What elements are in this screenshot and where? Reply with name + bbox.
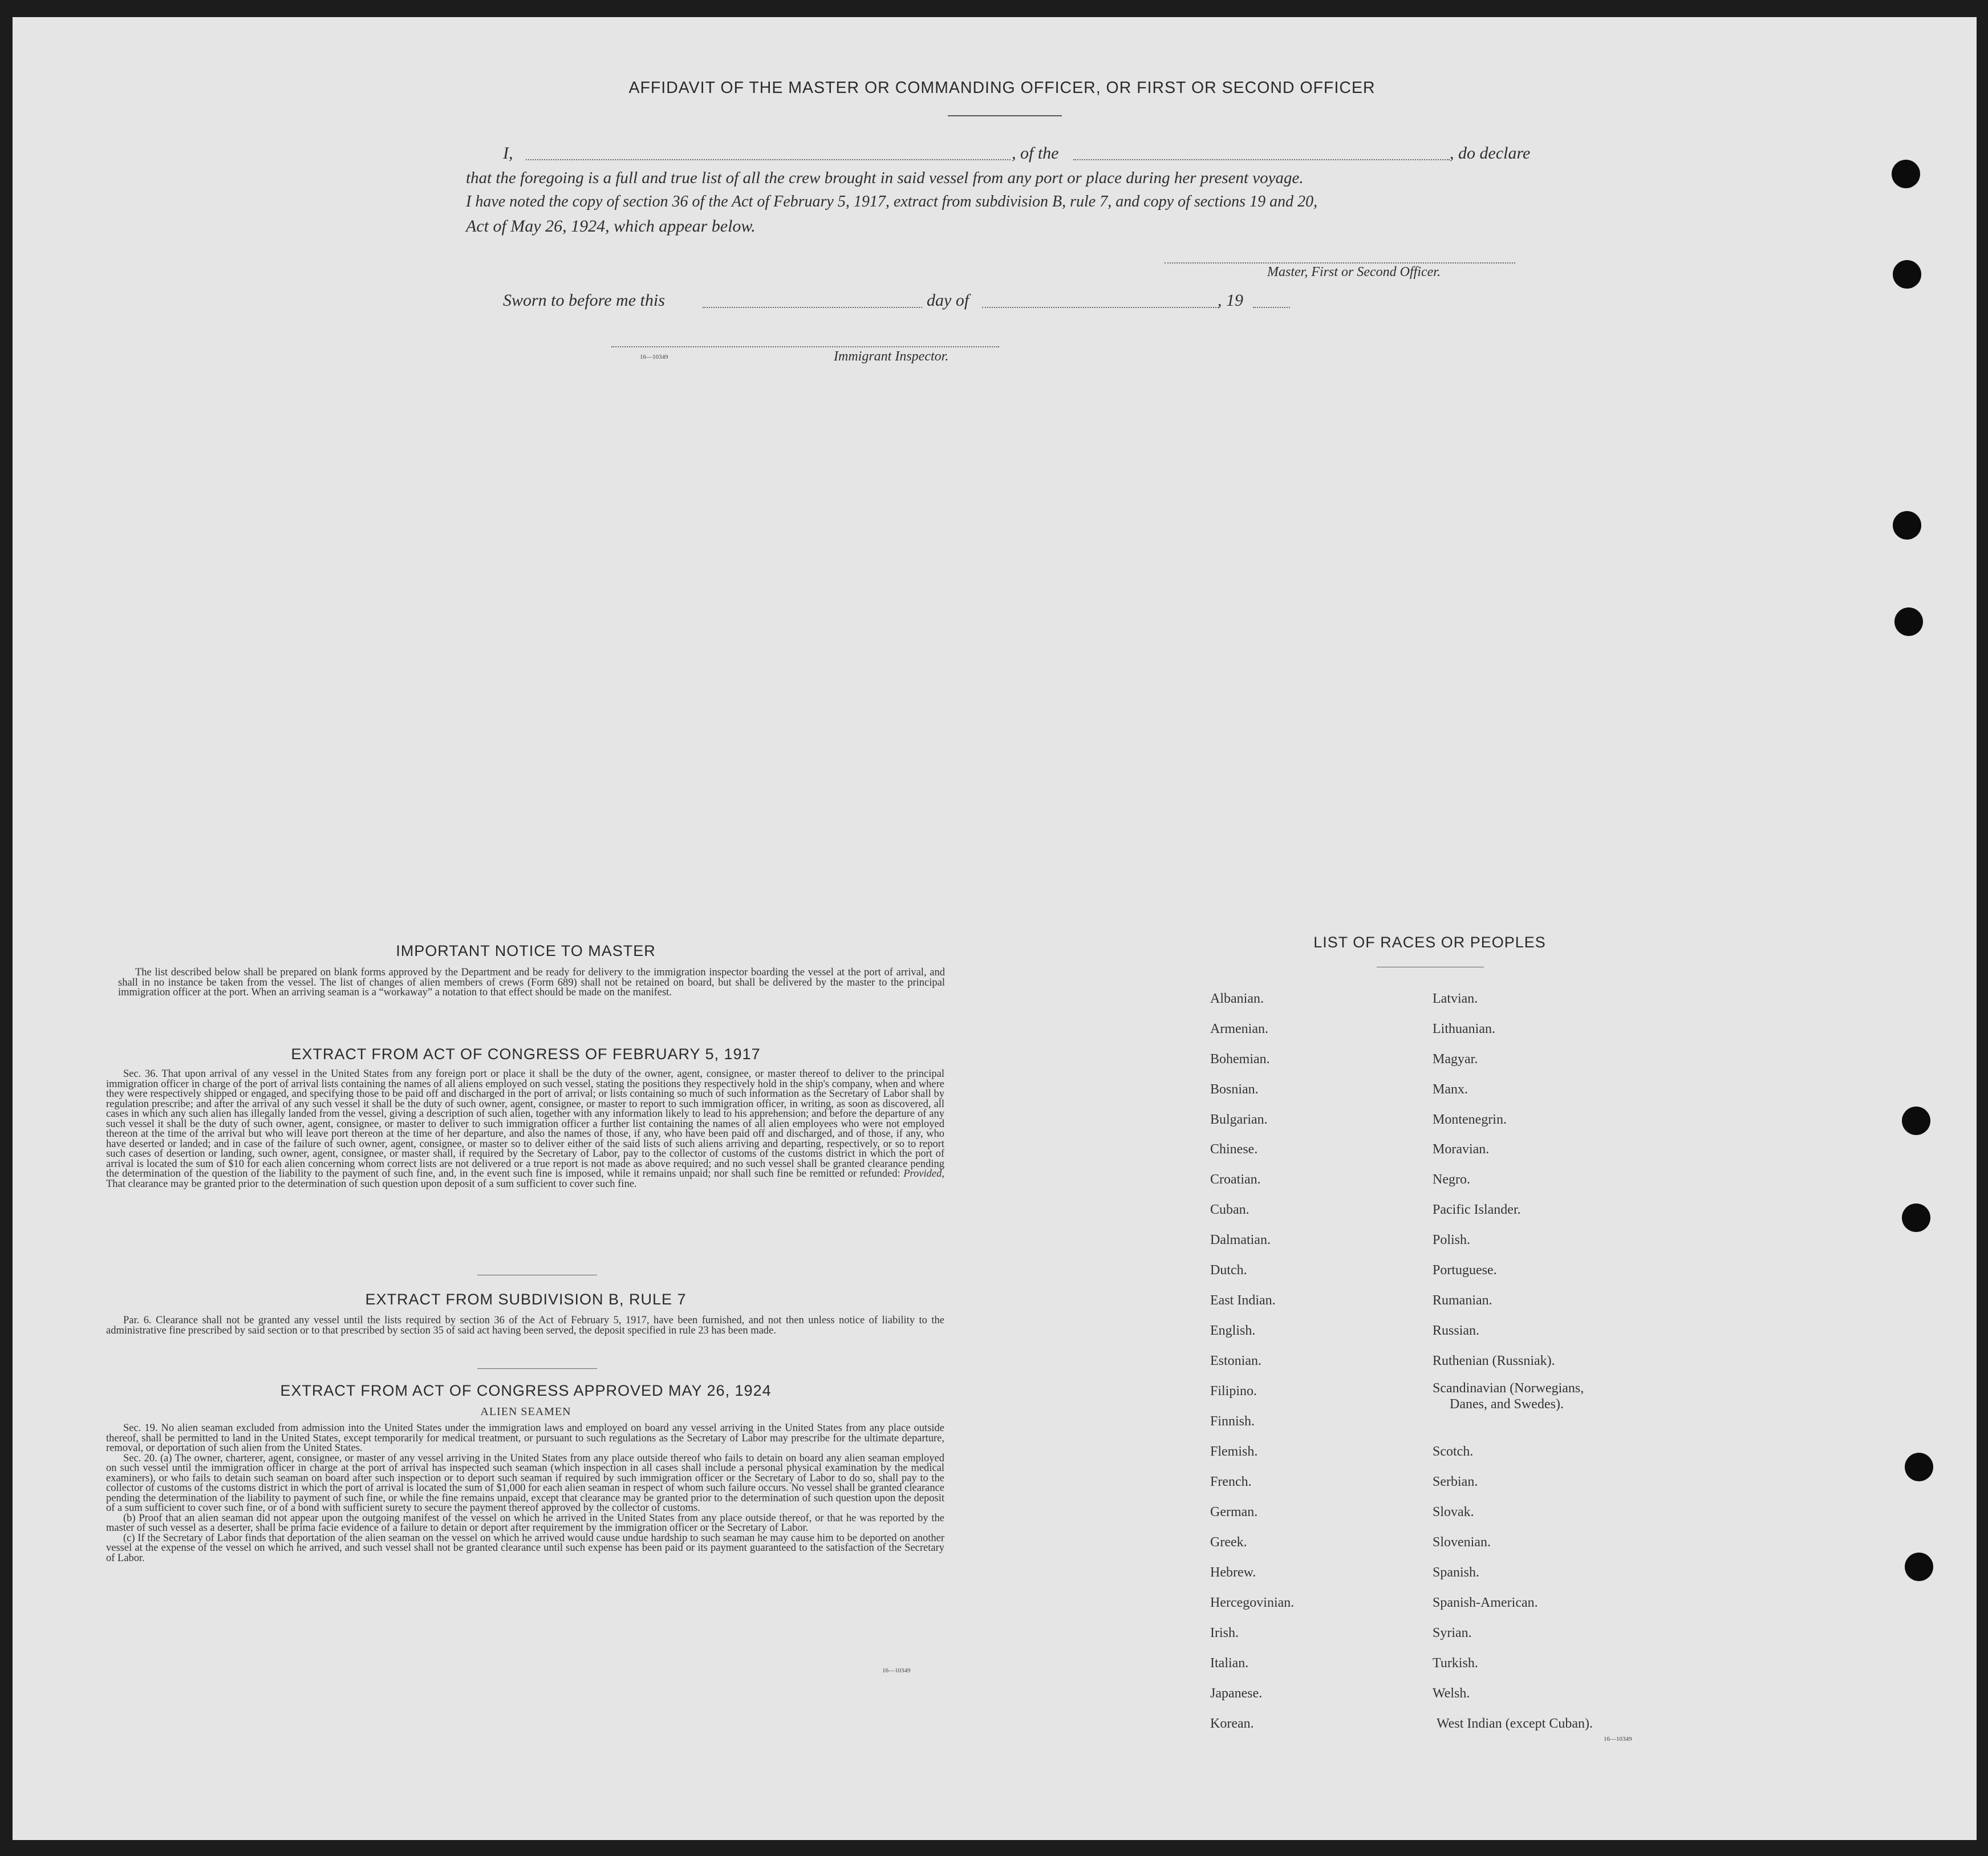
- race-item: Slovak.: [1433, 1505, 1474, 1519]
- punch-hole: [1894, 607, 1923, 636]
- race-item: Armenian.: [1210, 1022, 1268, 1036]
- race-item: Ruthenian (Russniak).: [1433, 1353, 1555, 1368]
- signature-caption: Master, First or Second Officer.: [1267, 265, 1441, 279]
- declarant-line: [503, 144, 513, 163]
- proviso-text: Provided,: [903, 1168, 944, 1180]
- race-item: Croatian.: [1210, 1172, 1261, 1187]
- race-item: Pacific Islander.: [1433, 1202, 1521, 1217]
- punch-hole: [1892, 160, 1920, 188]
- race-item: Syrian.: [1433, 1626, 1472, 1640]
- declarant-prefix: I,: [503, 144, 513, 163]
- rule-7-paragraph: Par. 6. Clearance shall not be granted any vessel until the lists required by section 36 of the Act of February 5, 1917, have been furnished, and not then unless notice of liability to the administrative fine prescribed by said section or to that prescribed by section 35 of said act having been served, the deposit specified in rule 23 has been made.: [106, 1315, 944, 1336]
- race-item: Korean.: [1210, 1716, 1254, 1731]
- race-item: Cuban.: [1210, 1202, 1249, 1217]
- section-20b-paragraph: (b) Proof that an alien seaman did not appear upon the outgoing manifest of the vessel on which he arrived in the United States from any place outside thereof, or that he was reported by the master of such vessel as a deserter, shall be prima facie evidence of a failure to detain or deport after requirement by the immigration officer or the Secretary of Labor.: [106, 1512, 944, 1534]
- extract-1924-title: EXTRACT FROM ACT OF CONGRESS APPROVED MAY 26, 1924: [280, 1382, 772, 1399]
- race-item: Magyar.: [1433, 1052, 1478, 1067]
- extract-1924-text: [106, 1424, 944, 1563]
- race-item: Bosnian.: [1210, 1082, 1259, 1097]
- race-item: Estonian.: [1210, 1353, 1261, 1368]
- races-title: LIST OF RACES OR PEOPLES: [1313, 934, 1546, 951]
- race-item: Japanese.: [1210, 1686, 1263, 1701]
- race-item: Negro.: [1433, 1172, 1470, 1187]
- sworn-year-field[interactable]: [1253, 307, 1290, 308]
- race-item: Russian.: [1433, 1323, 1480, 1338]
- race-item: Montenegrin.: [1433, 1112, 1507, 1127]
- signature-field[interactable]: [1165, 262, 1515, 264]
- race-item: Serbian.: [1433, 1474, 1478, 1489]
- title-divider: [948, 115, 1062, 116]
- extract-1917-title: EXTRACT FROM ACT OF CONGRESS OF FEBRUARY 5, 1917: [291, 1045, 761, 1063]
- race-item: Spanish-American.: [1433, 1595, 1538, 1610]
- extract-1917-text: [106, 1069, 944, 1189]
- race-item: Manx.: [1433, 1082, 1468, 1097]
- sworn-year-prefix: , 19: [1218, 291, 1243, 310]
- race-item: Hercegovinian.: [1210, 1595, 1295, 1610]
- race-item: Moravian.: [1433, 1142, 1490, 1157]
- punch-hole: [1902, 1203, 1930, 1232]
- declarant-name-field[interactable]: [526, 159, 1011, 160]
- race-item: Danes, and Swedes).: [1450, 1397, 1564, 1412]
- inspector-signature-field[interactable]: [611, 346, 999, 347]
- section-36-clearance-text: That clearance may be granted prior to the determination of such question upon deposit of a sum sufficient to cover such fine.: [106, 1178, 637, 1190]
- extract-1917-paragraph: [106, 1069, 944, 1189]
- sworn-day-field[interactable]: [703, 307, 922, 308]
- affidavit-line-2: that the foregoing is a full and true list of all the crew brought in said vessel from any port or place during her present voyage.: [466, 169, 1304, 187]
- vessel-name-field[interactable]: [1073, 159, 1450, 160]
- extract-form-number: 16—10349: [882, 1667, 911, 1674]
- punch-hole: [1893, 511, 1921, 540]
- form-page: [13, 17, 1977, 1840]
- affidavit-line-4: Act of May 26, 1924, which appear below.: [466, 217, 756, 236]
- rule-7-text: [106, 1316, 944, 1336]
- race-item: Chinese.: [1210, 1142, 1258, 1157]
- punch-hole: [1905, 1553, 1933, 1581]
- race-item: Dutch.: [1210, 1263, 1247, 1278]
- affidavit-line-3: I have noted the copy of section 36 of the Act of February 5, 1917, extract from subdivision B, rule 7, and copy of sections 19 and 20,: [466, 193, 1318, 210]
- race-item: Italian.: [1210, 1656, 1249, 1671]
- inspector-caption: Immigrant Inspector.: [834, 349, 949, 364]
- race-item: Greek.: [1210, 1535, 1247, 1550]
- race-item: West Indian (except Cuban).: [1437, 1716, 1593, 1731]
- punch-hole: [1905, 1453, 1933, 1481]
- alien-seamen-subtitle: ALIEN SEAMEN: [480, 1405, 571, 1418]
- affidavit-title: AFFIDAVIT OF THE MASTER OR COMMANDING OFFICER, OR FIRST OR SECOND OFFICER: [628, 79, 1376, 97]
- sworn-month-field[interactable]: [982, 307, 1219, 308]
- race-item: East Indian.: [1210, 1293, 1276, 1308]
- section-36-text: Sec. 36. That upon arrival of any vessel in the United States from any foreign port or place it shall be the duty of the owner, agent, consignee, or master thereof to deliver to the principal immigration officer in charge of the port of arrival lists containing the names of all aliens employed on such vessel, stating the positions they respectively hold in the ship's company, when and where they were respectively shipped or engaged, and specifying those to be paid off and discharged in the port of arrival; or lists containing so much of such information as the Secretary of Labor shall by regulation prescribe; and after the arrival of any such vessel it shall be the duty of such owner, agent, consignee, or master to report to such immigration officer, in writing, as soon as discovered, all cases in which any such alien has illegally landed from the vessel, giving a description of such alien, together with any information likely to lead to his apprehension; and before the departure of any such vessel it shall be the duty of such owner, agent, consignee, or master to deliver to such immigration officer a further list containing the names of all alien employees who were not employed thereon at the time of the arrival but who will leave port thereon at the time of her departure, and also the names of those, if any, who have been paid off and discharged, and of those, if any, who have deserted or landed; and in case of the failure of such owner, agent, consignee, or master so to deliver either of the said lists of such aliens arriving and departing, respectively, or so to report such cases of desertion or landing, such owner, agent, consignee, or master shall, if required by the Secretary of Labor, pay to the collector of customs of the customs district in which the port of arrival is located the sum of $10 for each alien concerning whom correct lists are not delivered or a true report is not made as above required; and no such vessel shall be granted clearance pending the determination of the question of the liability to the payment of such fine, and, in the event such fine is imposed, while it remains unpaid; nor shall such fine be remitted or refunded:: [106, 1068, 944, 1180]
- race-item: Hebrew.: [1210, 1565, 1256, 1580]
- race-item: Bulgarian.: [1210, 1112, 1268, 1127]
- race-item: Scandinavian (Norwegians,: [1433, 1381, 1584, 1396]
- races-form-number: 16—10349: [1604, 1736, 1632, 1742]
- section-19-paragraph: Sec. 19. No alien seaman excluded from admission into the United States under the immigration laws and employed on board any vessel arriving in the United States from any place outside thereof, shall be permitted to land in the United States, except temporarily for medical treatment, or pursuant to such regulations as the Secretary of Labor may prescribe for the ultimate departure, removal, or deportation of such alien from the United States.: [106, 1423, 944, 1454]
- race-item: Spanish.: [1433, 1565, 1480, 1580]
- affidavit-form-number: 16—10349: [640, 354, 668, 360]
- rule-7-title: EXTRACT FROM SUBDIVISION B, RULE 7: [365, 1291, 687, 1308]
- race-item: Dalmatian.: [1210, 1233, 1271, 1247]
- race-item: Scotch.: [1433, 1444, 1474, 1459]
- race-item: Finnish.: [1210, 1414, 1255, 1429]
- declare-suffix: , do declare: [1450, 144, 1531, 163]
- sworn-day-of: day of: [927, 291, 969, 310]
- race-item: Rumanian.: [1433, 1293, 1492, 1308]
- vessel-prefix: , of the: [1012, 144, 1059, 163]
- notice-title: IMPORTANT NOTICE TO MASTER: [396, 942, 656, 959]
- section-20a-paragraph: Sec. 20. (a) The owner, charterer, agent, consignee, or master of any vessel arriving in the United States from any place outside thereof who fails to detain on board any alien seaman employed on such vessel until the immigration officer in charge at the port of arrival has inspected such seaman (which inspection in all cases shall include a personal physical examination by the medical examiners), or who fails to detain such seaman on board after such inspection or to deport such seaman if required by such immigration officer or the Secretary of Labor to do so, shall pay to the collector of customs of the customs district in which the port of arrival is located the sum of $1,000 for each alien seaman in respect of whom such failure occurs. No vessel shall be granted clearance pending the determination of the liability to payment of such fine, or while the fine remains unpaid, except that clearance may be granted prior to the determination of such question upon the deposit of a sum sufficient to cover such fine, or of a bond with sufficient surety to secure the payment thereof approved by the collector of customs.: [106, 1452, 944, 1514]
- race-item: English.: [1210, 1323, 1256, 1338]
- section-20c-paragraph: (c) If the Secretary of Labor finds that deportation of the alien seaman on the vessel on which he arrived would cause undue hardship to such seaman he may cause him to be deported on another vessel at the expense of the vessel on which he arrived, and such vessel shall not be granted clearance until such expense has been paid or its payment guaranteed to the satisfaction of the Secretary of Labor.: [106, 1532, 944, 1564]
- race-item: Latvian.: [1433, 991, 1478, 1006]
- race-item: Irish.: [1210, 1626, 1239, 1640]
- race-item: Lithuanian.: [1433, 1022, 1495, 1036]
- race-item: Flemish.: [1210, 1444, 1258, 1459]
- race-item: Portuguese.: [1433, 1263, 1497, 1278]
- notice-text: [118, 968, 945, 998]
- race-item: French.: [1210, 1474, 1252, 1489]
- race-item: Albanian.: [1210, 991, 1264, 1006]
- race-item: German.: [1210, 1505, 1258, 1519]
- race-item: Filipino.: [1210, 1384, 1257, 1399]
- section-divider: [477, 1368, 597, 1369]
- notice-paragraph: The list described below shall be prepared on blank forms approved by the Department and be ready for delivery to the immigration inspector boarding the vessel at the port of arrival, and shall in no instance be taken from the vessel. The list of changes of alien members of crews (Form 689) shall not be retained on board, but shall be delivered by the master to the principal immigration officer at the port. When an arriving seaman is a “workaway” a notation to that effect should be made on the manifest.: [118, 967, 945, 998]
- race-item: Welsh.: [1433, 1686, 1470, 1701]
- sworn-prefix: Sworn to before me this: [503, 291, 665, 310]
- punch-hole: [1893, 260, 1921, 289]
- race-item: Turkish.: [1433, 1656, 1478, 1671]
- punch-hole: [1902, 1107, 1930, 1135]
- race-item: Slovenian.: [1433, 1535, 1491, 1550]
- race-item: Bohemian.: [1210, 1052, 1270, 1067]
- race-item: Polish.: [1433, 1233, 1471, 1247]
